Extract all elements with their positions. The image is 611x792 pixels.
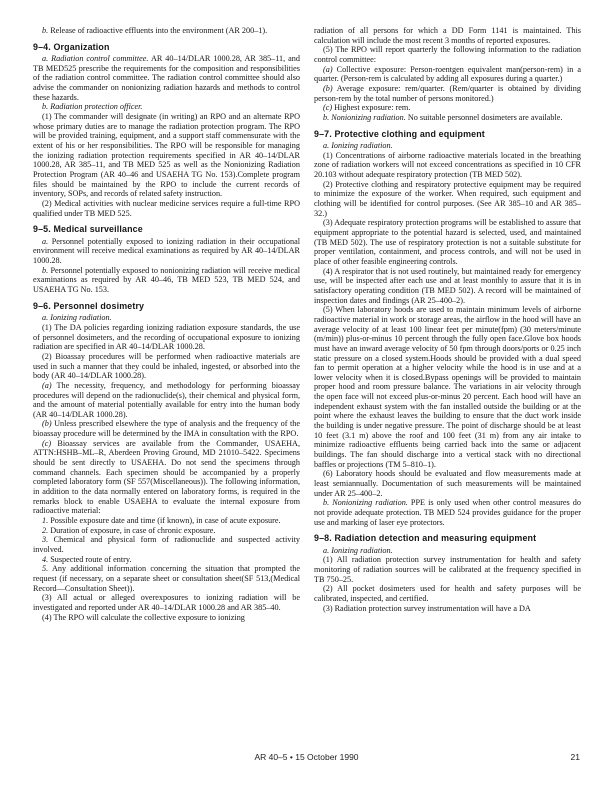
- paragraph-lead: b.: [42, 26, 49, 35]
- paragraph-text: (1) All radiation protection survey instrumentation for health and safety monitoring of radiation sources will be calibrated at the frequency specified in TB 750–25.: [314, 555, 581, 584]
- paragraph-lead: b. Nonionizing radiation.: [323, 498, 408, 508]
- paragraph-lead: b.: [42, 265, 49, 275]
- paragraph: [314, 26, 581, 45]
- paragraph: [314, 103, 581, 113]
- paragraph-text: Unless prescribed elsewhere the type of analysis and the frequency of the bioassay procedure will be determined by the IMA in consultation with the RPO.: [33, 419, 300, 439]
- paragraph: [33, 564, 300, 593]
- paragraph-text: (2) All pocket dosimeters used for health and safety purposes will be calibrated, inspected, and certified.: [314, 584, 581, 604]
- paragraph-lead: (c): [323, 103, 333, 113]
- paragraph: [314, 113, 581, 123]
- paragraph: [314, 84, 581, 103]
- section-heading: 9–5. Medical surveillance: [33, 224, 143, 235]
- paragraph-text: (4) The RPO will calculate the collective exposure to ionizing: [42, 612, 245, 622]
- document-reference: AR 40–5 • 15 October 1990: [254, 752, 359, 762]
- paragraph-lead: 4.: [42, 554, 49, 564]
- paragraph: [33, 199, 300, 218]
- paragraph-lead: a. Radiation control committee.: [42, 54, 149, 64]
- paragraph-text: Any additional information concerning the situation that prompted the request (if necessary, on a separate sheet or consultation sheet(SF 513,(Medical Record—Consultation Sheet)).: [33, 564, 300, 593]
- paragraph: [314, 305, 581, 469]
- paragraph-lead: (c): [42, 438, 52, 448]
- paragraph-text: PPE is only used when other control measures do not provide adequate protection. TB MED 524 provides guidance for the proper use and marking of laser eye protectors.: [314, 498, 581, 527]
- section-heading: 9–7. Protective clothing and equipment: [314, 128, 485, 139]
- paragraph-text: No suitable personnel dosimeters are available.: [407, 112, 563, 122]
- paragraph-lead: 3.: [42, 535, 49, 545]
- paragraph-text: Personnel potentially exposed to nonionizing radiation will receive medical examinations as required by AR 40–46, TB MED 523, TB MED 524, and USAEHA TG No. 153.: [33, 265, 300, 295]
- paragraph: [33, 419, 300, 438]
- paragraph: [33, 266, 300, 295]
- paragraph-text: Average exposure: rem/quarter. (Rem/quarter is obtained by dividing person-rem by the total number of persons monitored.): [314, 83, 581, 103]
- paragraph-lead: b. Radiation protection officer.: [42, 102, 143, 112]
- paragraph-text: Bioassay services are available from the Commander, USAEHA, ATTN:HSHB–ML–R, Aberdeen Proving Ground, MD 21010–5422. Specimens should be sent directly to USAEHA. Do not send the specimens through command channels. Each specimen should be accompanied by a properly completed laboratory form (SF 557(Miscellaneous)). The following information, in addition to the data normally entered on laboratory forms, is required in the remarks block to enable USAEHA to evaluate the internal exposure from radioactive material:: [33, 438, 301, 516]
- paragraph: [33, 237, 300, 266]
- section-heading: 9–8. Radiation detection and measuring equipment: [314, 533, 537, 544]
- paragraph-text: Collective exposure: Person-roentgen equivalent man(person-rem) in a quarter. (Person-rem is calculated by adding all exposures during a quarter.): [314, 64, 582, 84]
- paragraph: [33, 381, 300, 420]
- section-heading: 9–4. Organization: [33, 41, 110, 52]
- paragraph-text: radiation of all persons for which a DD Form 1141 is maintained. This calculation will include the most recent 3 months of reported exposures.: [314, 26, 581, 45]
- paragraph-text: Duration of exposure, in case of chronic exposure.: [50, 525, 216, 535]
- paragraph-lead: a. Ionizing radiation.: [42, 313, 112, 323]
- paragraph-text: (2) Protective clothing and respiratory protective equipment may be required to minimize the exposure of the worker. When required, such equipment and clothing will be identified for control purposes. (See AR 385–10 and AR 385–32.): [314, 179, 581, 218]
- paragraph: [33, 613, 300, 623]
- paragraph-text: (4) A respirator that is not used routinely, but maintained ready for emergency use, will be inspected after each use and at least monthly to assure that it is in satisfactory operating condition (TB MED 502). A record will be maintained of inspection dates and findings (AR 25–400–2).: [314, 266, 581, 305]
- paragraph: [33, 112, 300, 199]
- paragraph: [314, 218, 581, 266]
- paragraph-text: (6) Laboratory hoods should be evaluated and flow measurements made at least semiannually. Documentation of such measurements will be maintained under AR 25–400–2.: [314, 469, 581, 498]
- paragraph: [314, 604, 581, 614]
- paragraph-text: AR 40–14/DLAR 1000.28, AR 385–11, and TB MED525 prescribe the requirements for the composition and responsibilities of the radiation control committee. The radiation control committee should also advise the commander on nonionizing radiation hazards and methods to control these hazards.: [33, 54, 300, 102]
- paragraph-text: (1) Concentrations of airborne radioactive materials located in the breathing zone of radiation workers will not exceed concentrations as specified in 10 CFR 20.103 without adequate respiratory protection (TB MED 502).: [314, 150, 581, 180]
- paragraph-text: Release of radioactive effluents into the environment (AR 200–1).: [50, 26, 268, 35]
- two-column-text-body: [33, 26, 582, 622]
- paragraph-text: (3) All actual or alleged overexposures to ionizing radiation will be investigated and reported under AR 40–14/DLAR 1000.28 and AR 385–40.: [33, 593, 300, 612]
- paragraph: [33, 516, 300, 526]
- paragraph-text: The necessity, frequency, and methodology for performing bioassay procedures will depend on the radionuclide(s), their chemical and physical form, and the amount of material potentially available for entry into the human body (AR 40–14/DLAR 1000.28).: [33, 380, 300, 419]
- right-column: [314, 26, 581, 622]
- paragraph: [33, 555, 300, 565]
- paragraph: [314, 498, 581, 527]
- paragraph: [33, 102, 300, 112]
- paragraph: [314, 267, 581, 306]
- paragraph-text: Highest exposure: rem.: [334, 103, 411, 113]
- paragraph: [314, 555, 581, 584]
- paragraph-text: Chemical and physical form of radionuclide and suspected activity involved.: [33, 535, 300, 554]
- paragraph: [314, 469, 581, 498]
- paragraph: [33, 54, 300, 102]
- section-heading: 9–6. Personnel dosimetry: [33, 300, 145, 311]
- paragraph: [33, 535, 300, 554]
- page-footer: [33, 752, 580, 764]
- paragraph: [314, 151, 581, 180]
- paragraph-lead: 5.: [42, 564, 49, 574]
- paragraph-text: (1) The commander will designate (in writing) an RPO and an alternate RPO whose primary duties are to manage the radiation protection program. The RPO will be provided training, equipment, and a support staff commensurate with the extent of his or her responsibilities. The RPO will be responsible for managing the ionizing radiation protection requirements specified in AR 40–14/DLAR 1000.28, AR 385–11, and TB MED 525 as well as the Nonionizing Radiation Protection Program (AR 40–46 and USAEHA TG No. 153).Complete program files should be maintained by the RPO to include the current records of inventory, SOPs, and records of related safety instruction.: [33, 112, 300, 199]
- paragraph-text: (2) Medical activities with nuclear medicine services require a full-time RPO qualified under TB MED 525.: [33, 199, 300, 218]
- paragraph: [314, 45, 581, 64]
- paragraph-lead: (b): [323, 83, 333, 93]
- paragraph: [33, 526, 300, 536]
- left-column: [33, 26, 300, 622]
- paragraph: [314, 180, 581, 219]
- page-number: 21: [570, 752, 580, 762]
- paragraph-lead: 2.: [42, 525, 49, 535]
- paragraph: [33, 323, 300, 352]
- paragraph-lead: (b): [42, 419, 52, 429]
- paragraph: [314, 141, 581, 151]
- paragraph-lead: (a): [42, 380, 52, 390]
- paragraph-lead: a. Ionizing radiation.: [323, 545, 393, 555]
- paragraph-lead: a.: [42, 236, 49, 246]
- paragraph: [33, 439, 300, 516]
- paragraph: [33, 313, 300, 323]
- paragraph-text: (5) The RPO will report quarterly the following information to the radiation control committee:: [314, 45, 581, 64]
- paragraph: [314, 65, 581, 84]
- paragraph-text: Suspected route of entry.: [50, 554, 132, 564]
- paragraph-text: (5) When laboratory hoods are used to maintain minimum levels of airborne radioactive material in work or storage areas, the airflow in the hood will have an average velocity of at least 100 linear feet per minute(fpm) (30 meters/minute (m/min)) plus-or-minus 10 percent through the fully open face.Glove box hoods must have an inward average velocity of 50 fpm through doors/ports or 0.25 inch static pressure on a closed system.Hoods should be provided with a dual speed fan to permit operation at a higher velocity while the hood is in use and at a lower velocity when it is closed.Bypass openings will be provided to maintain proper hood and room pressure balance. The variations in air velocity through the open face will not exceed plus-or-minus 20 percent. Each hood will have an independent exhaust system with the fan installed outside the building or at the point where the exhaust leaves the building to ensure that the duct work inside the building is under negative pressure. The point of discharge should be at least 10 feet (3.1 m) above the roof and 100 feet (31 m) from any air intake to minimize radioactive effluents being carried back into the same or adjacent buildings. The fan should discharge into a vertical stack with no directional baffles or projections (TM 5–810–1).: [314, 305, 581, 469]
- paragraph-text: (1) The DA policies regarding ionizing radiation exposure standards, the use of personnel dosimeters, and the recording of occupational exposure to ionizing radiation are specified in AR 40–14/DLAR 1000.28.: [33, 322, 300, 352]
- paragraph: [33, 26, 300, 36]
- paragraph: [33, 352, 300, 381]
- paragraph-text: (3) Radiation protection survey instrumentation will have a DA: [323, 603, 531, 613]
- paragraph-lead: (a): [323, 64, 333, 74]
- paragraph-text: Possible exposure date and time (if known), in case of acute exposure.: [50, 516, 281, 526]
- paragraph-text: (2) Bioassay procedures will be performed when radioactive materials are used in such a manner that they could be inhaled, ingested, or absorbed into the body (AR 40–14/DLAR 1000.28).: [33, 351, 300, 381]
- paragraph-lead: a. Ionizing radiation.: [323, 141, 393, 151]
- paragraph: [314, 546, 581, 556]
- paragraph-lead: 1.: [42, 516, 49, 526]
- paragraph-lead: b. Nonionizing radiation.: [323, 112, 406, 122]
- paragraph: [314, 584, 581, 603]
- paragraph-text: Personnel potentially exposed to ionizing radiation in their occupational environment will receive medical examinations as required by AR 40–14/DLAR 1000.28.: [33, 236, 301, 266]
- paragraph-text: (3) Adequate respiratory protection programs will be established to assure that equipment appropriate to the potential hazard is selected, used, and maintained (TB MED 502). The use of respiratory protection is not a suitable substitute for proper ventilation, containment, and process controls, and will not be used in place of other feasible engineering controls.: [314, 218, 581, 266]
- paragraph: [33, 593, 300, 612]
